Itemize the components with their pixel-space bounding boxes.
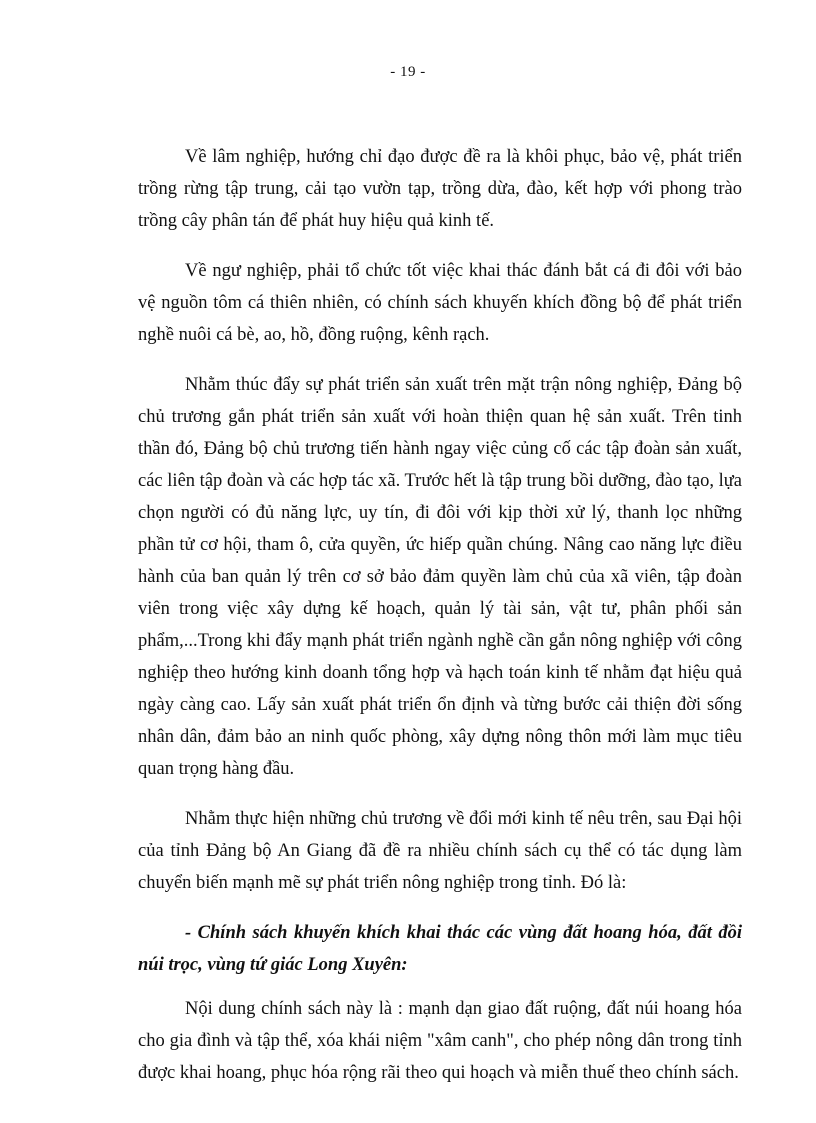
body-text (138, 141, 742, 1107)
paragraph-policies-intro: Nhằm thực hiện những chủ trương về đổi mới kinh tế nêu trên, sau Đại hội của tỉnh Đảng bộ An Giang đã đề ra nhiều chính sách cụ thể có tác dụng làm chuyển biến mạnh mẽ sự phát triển nông nghiệp trong tỉnh. Đó là: (138, 809, 742, 893)
page-number: - 19 - (390, 64, 426, 80)
section-heading: - Chính sách khuyến khích khai thác các vùng đất hoang hóa, đất đồi núi trọc, vùng tứ giác Long Xuyên: (138, 923, 742, 975)
paragraph-forestry: Về lâm nghiệp, hướng chỉ đạo được đề ra là khôi phục, bảo vệ, phát triển trồng rừng tập trung, cải tạo vườn tạp, trồng dừa, đào, kết hợp với phong trào trồng cây phân tán để phát huy hiệu quả kinh tế. (138, 147, 742, 231)
paragraph-production-relations: Nhằm thúc đẩy sự phát triển sản xuất trên mặt trận nông nghiệp, Đảng bộ chủ trương gắn phát triển sản xuất với hoàn thiện quan hệ sản xuất. Trên tinh thần đó, Đảng bộ chủ trương tiến hành ngay việc củng cố các tập đoàn sản xuất, các liên tập đoàn và các hợp tác xã. Trước hết là tập trung bồi dưỡng, đào tạo, lựa chọn người có đủ năng lực, uy tín, đi đôi với kịp thời xử lý, thanh lọc những phần tử cơ hội, tham ô, cửa quyền, ức hiếp quần chúng. Nâng cao năng lực điều hành của ban quản lý trên cơ sở bảo đảm quyền làm chủ của xã viên, tập đoàn viên trong việc xây dựng kế hoạch, quản lý tài sản, vật tư, phân phối sản phẩm,...Trong khi đẩy mạnh phát triển ngành nghề cần gắn nông nghiệp với công nghiệp theo hướng kinh doanh tổng hợp và hạch toán kinh tế nhằm đạt hiệu quả ngày càng cao. Lấy sản xuất phát triển ổn định và từng bước cải thiện đời sống nhân dân, đảm bảo an ninh quốc phòng, xây dựng nông thôn mới làm mục tiêu quan trọng hàng đầu. (138, 375, 742, 779)
paragraph-policy-content: Nội dung chính sách này là : mạnh dạn giao đất ruộng, đất núi hoang hóa cho gia đình và tập thể, xóa khái niệm "xâm canh", cho phép nông dân trong tỉnh được khai hoang, phục hóa rộng rãi theo qui hoạch và miễn thuế theo chính sách. (138, 999, 742, 1083)
paragraph-fishery: Về ngư nghiệp, phải tổ chức tốt việc khai thác đánh bắt cá đi đôi với bảo vệ nguồn tôm cá thiên nhiên, có chính sách khuyến khích đồng bộ để phát triển nghề nuôi cá bè, ao, hồ, đồng ruộng, kênh rạch. (138, 261, 742, 345)
